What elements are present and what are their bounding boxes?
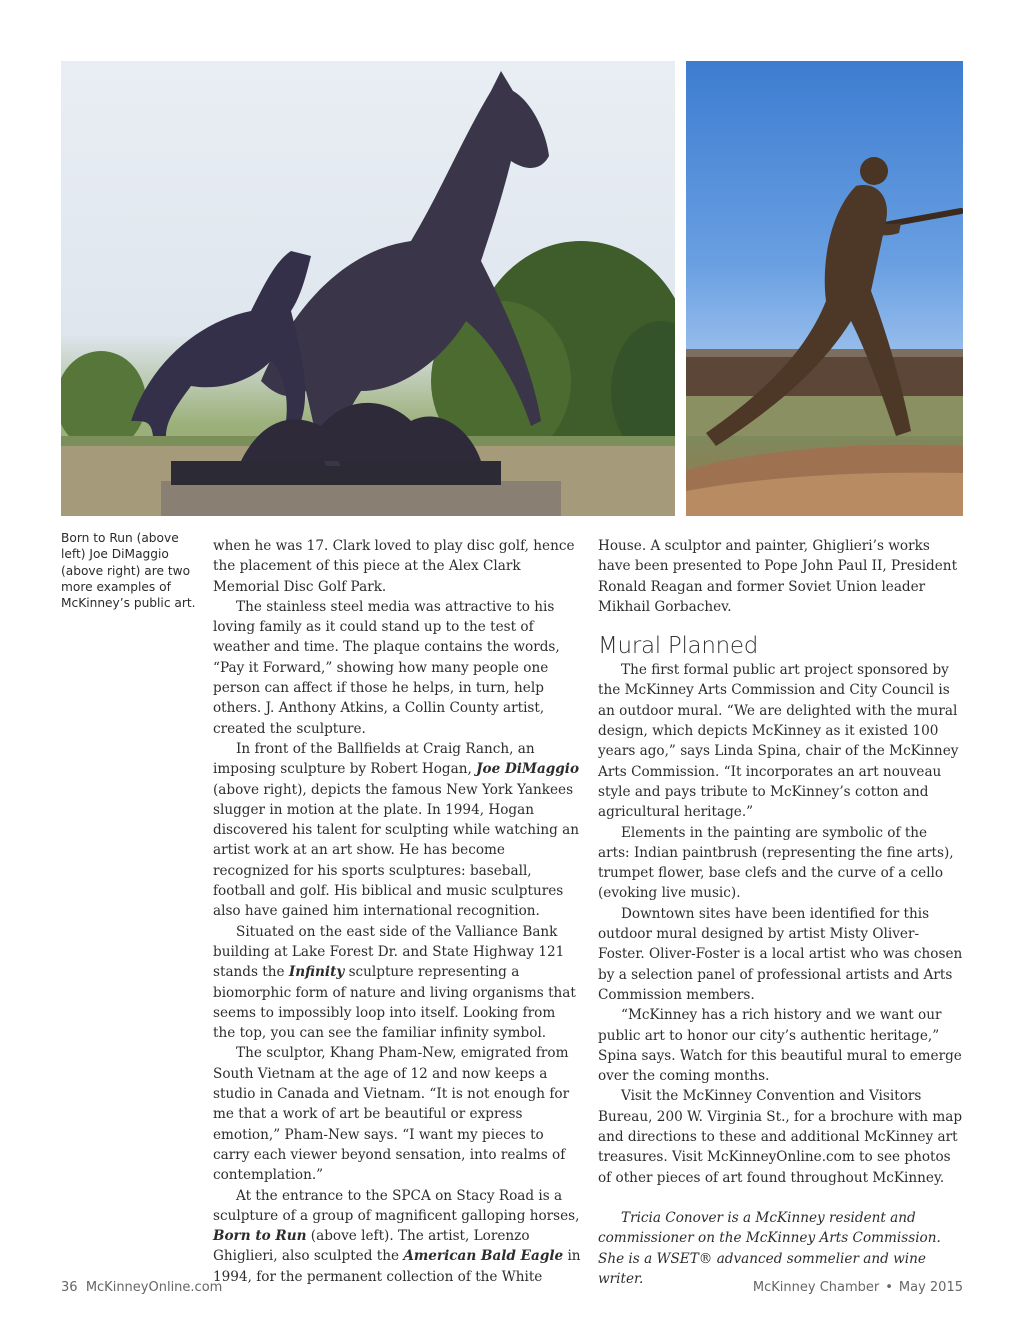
artwork-title: American Bald Eagle — [403, 1248, 564, 1265]
paragraph: The sculptor, Khang Pham-New, emigrated from South Vietnam at the age of 12 and now keeps a studio in Canada and Vietnam. “It is not enough for me that a work of art be beautiful or express emotion,” Pham-New says. “I want my pieces to carry each viewer beyond sensation, into realms of contemplation.” — [213, 1045, 570, 1184]
footer-site: McKinneyOnline.com — [85, 1280, 223, 1295]
section-heading: Mural Planned — [598, 633, 759, 660]
paragraph: Elements in the painting are symbolic of the arts: Indian paintbrush (representing the fine arts), trumpet flower, base clefs and the curve of a cello (evoking live music). — [598, 824, 954, 902]
article-column-right — [598, 536, 963, 1289]
author-bio: Tricia Conover is a McKinney resident and commissioner on the McKinney Arts Commission. She is a WSET® advanced sommelier and wine writer. — [598, 1209, 941, 1287]
separator: • — [885, 1280, 893, 1295]
joe-dimaggio-photo — [686, 61, 963, 516]
artwork-title: Joe DiMaggio — [476, 761, 580, 778]
born-to-run-photo — [61, 61, 675, 516]
paragraph: “McKinney has a rich history and we want our public art to honor our city’s authentic heritage,” Spina says. Watch for this beautiful mural to emerge over the coming months. — [598, 1007, 962, 1085]
paragraph: Visit the McKinney Convention and Visitors Bureau, 200 W. Virginia St., for a brochure with map and directions to these and additional McKinney art treasures. Visit McKinneyOnline.com to see photos of other pieces of art found throughout McKinney. — [598, 1088, 963, 1186]
artwork-title: Born to Run — [213, 1228, 307, 1245]
issue-date: May 2015 — [898, 1280, 963, 1295]
article-column-middle — [213, 536, 581, 1287]
paragraph: The stainless steel media was attractive to his loving family as it could stand up to the test of weather and time. The plaque contains the words, “Pay it Forward,” showing how many people one person can affect if those he helps, in turn, help others. J. Anthony Atkins, a Collin County artist, created the sculpture. — [213, 598, 560, 737]
footer-left — [61, 1280, 222, 1295]
paragraph: The first formal public art project sponsored by the McKinney Arts Commission and City Council is an outdoor mural. “We are delighted with the mural design, which depicts McKinney as it existed 100 years ago,” says Linda Spina, chair of the McKinney Arts Commission. “It incorporates an art nouveau style and pays tribute to McKinney’s cotton and agricultural heritage.” — [598, 662, 959, 821]
footer-right — [753, 1280, 963, 1295]
paragraph: In front of the Ballfields at Craig Ranch, an imposing sculpture by Robert Hogan, Joe DiMaggio (above right), depicts the famous New York Yankees slugger in motion at the plate. In 1994, Hogan discovered his talent for sculpting while watching an artist work at an art show. He has become recognized for his sports sculptures: baseball, football and golf. His biblical and music sculptures also have gained him international recognition. — [213, 740, 580, 920]
paragraph: House. A sculptor and painter, Ghiglieri’s works have been presented to Pope John Paul II, President Ronald Reagan and former Soviet Union leader Mikhail Gorbachev. — [598, 538, 958, 615]
paragraph: Downtown sites have been identified for this outdoor mural designed by artist Misty Oliver-Foster. Oliver-Foster is a local artist who was chosen by a selection panel of professional artists and Arts Commission members. — [598, 905, 963, 1003]
artwork-title: Infinity — [288, 964, 345, 981]
photo-caption: Born to Run (above left) Joe DiMaggio (above right) are two more examples of McKinney’s public art. — [61, 531, 196, 611]
paragraph: At the entrance to the SPCA on Stacy Road is a sculpture of a group of magnificent galloping horses, Born to Run (above left). The artist, Lorenzo Ghiglieri, also sculpted the American Bald Eagle in 1994, for the permanent collection of the White — [213, 1187, 581, 1285]
paragraph: when he was 17. Clark loved to play disc golf, hence the placement of this piece at the Alex Clark Memorial Disc Golf Park. — [213, 538, 575, 595]
paragraph: Situated on the east side of the Valliance Bank building at Lake Forest Dr. and State Highway 121 stands the Infinity sculpture representing a biomorphic form of nature and living organisms that seems to impossibly loop into itself. Looking from the top, you can see the familiar infinity symbol. — [213, 923, 576, 1042]
publication-name: McKinney Chamber — [752, 1280, 880, 1295]
page-number: 36 — [61, 1280, 78, 1295]
